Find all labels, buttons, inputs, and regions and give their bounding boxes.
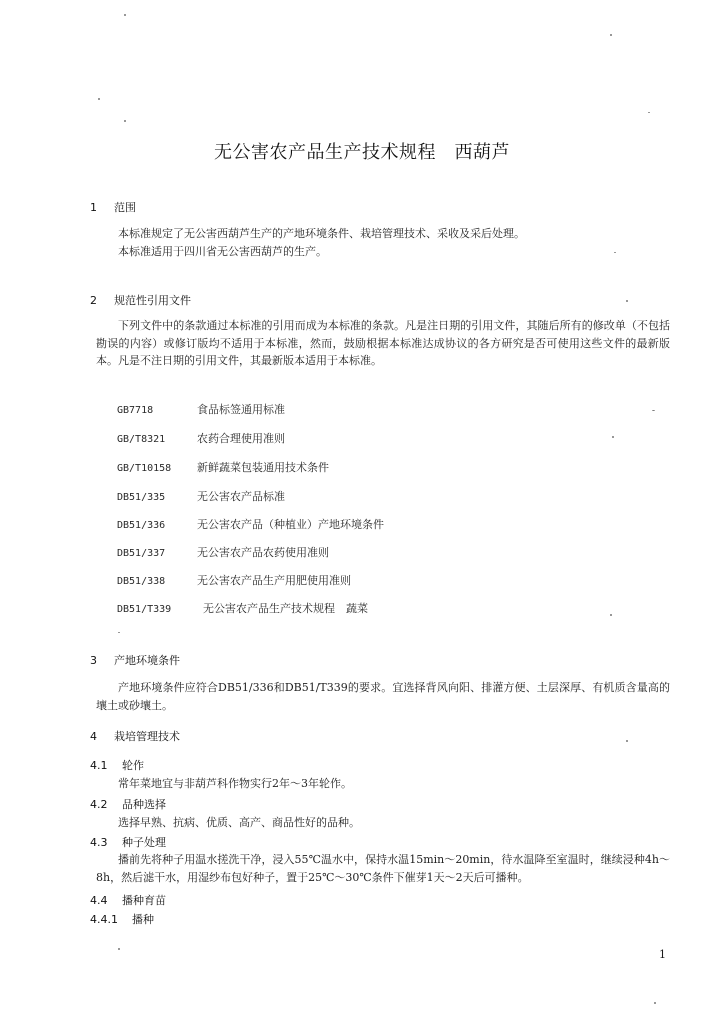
reference-name: 无公害农产品标准	[197, 490, 285, 503]
scan-speck	[626, 740, 628, 742]
section-1-paragraph-2: 本标准适用于四川省无公害西葫芦的生产。	[118, 245, 327, 258]
subsection-number: 4.4	[90, 894, 108, 907]
reference-code: DB51/338	[117, 576, 166, 587]
reference-name: 无公害农产品生产用肥使用准则	[197, 574, 351, 587]
reference-item	[117, 572, 351, 588]
reference-code: DB51/335	[117, 492, 166, 503]
subsection-4-3-text: 播前先将种子用温水搓洗干净，浸入55℃温水中，保持水温15min～20min，待水温降至室温时，继续浸种4h～8h，然后滤干水，用湿纱布包好种子，置于25℃～30℃条件下催芽1天～2天后可播种。	[96, 853, 670, 884]
reference-item	[117, 488, 285, 504]
reference-item	[117, 401, 285, 417]
section-3-paragraph: 产地环境条件应符合DB51/336和DB51/T339的要求。宜选择背风向阳、排灌方便、土层深厚、有机质含量高的壤土或砂壤土。	[96, 681, 670, 712]
subsection-4-2-heading	[90, 796, 166, 812]
scan-speck	[98, 98, 100, 100]
section-1-heading	[90, 199, 136, 215]
scan-speck	[626, 300, 628, 302]
reference-code: GB/T8321	[117, 434, 166, 445]
section-title: 规范性引用文件	[114, 294, 191, 307]
scan-speck	[654, 1002, 656, 1004]
subsection-title: 播种育苗	[122, 894, 166, 907]
scan-speck	[118, 948, 120, 950]
page-number: 1	[659, 948, 666, 961]
subsection-title: 播种	[132, 913, 154, 926]
section-number: 4	[90, 730, 97, 743]
reference-code: DB51/T339	[117, 604, 172, 615]
reference-name: 无公害农产品（种植业）产地环境条件	[197, 518, 384, 531]
reference-code: DB51/337	[117, 548, 166, 559]
section-2-paragraph: 下列文件中的条款通过本标准的引用而成为本标准的条款。凡是注日期的引用文件，其随后所有的修改单（不包括勘误的内容）或修订版均不适用于本标准，然而，鼓励根据本标准达成协议的各方研究是否可使用这些文件的最新版本。凡是不注日期的引用文件，其最新版本适用于本标准。	[96, 319, 670, 367]
reference-name: 食品标签通用标准	[197, 403, 285, 416]
reference-code: GB7718	[117, 405, 154, 416]
section-4-heading	[90, 728, 180, 744]
section-title: 栽培管理技术	[114, 730, 180, 743]
subsection-4-2-text: 选择早熟、抗病、优质、高产、商品性好的品种。	[118, 816, 360, 829]
scan-speck	[648, 112, 650, 113]
reference-name: 农药合理使用准则	[197, 432, 285, 445]
document-title: 无公害农产品生产技术规程 西葫芦	[214, 142, 510, 163]
subsection-4-1-heading	[90, 757, 144, 773]
reference-name: 无公害农产品生产技术规程 蔬菜	[203, 602, 368, 615]
reference-code: DB51/336	[117, 520, 166, 531]
scan-speck	[610, 34, 612, 36]
section-number: 3	[90, 654, 97, 667]
scan-speck	[614, 252, 616, 253]
section-3-heading	[90, 652, 180, 668]
scan-speck	[118, 632, 120, 633]
subsection-4-4-1-heading	[90, 911, 154, 927]
subsection-title: 轮作	[122, 759, 144, 772]
subsection-number: 4.2	[90, 798, 108, 811]
scan-speck	[652, 410, 655, 411]
scan-speck	[612, 436, 614, 438]
scan-speck	[124, 120, 126, 122]
reference-name: 无公害农产品农药使用准则	[197, 546, 329, 559]
subsection-4-3-heading	[90, 834, 166, 850]
reference-item	[117, 600, 368, 616]
section-number: 1	[90, 201, 97, 214]
section-number: 2	[90, 294, 97, 307]
reference-item	[117, 516, 384, 532]
section-1-paragraph-1: 本标准规定了无公害西葫芦生产的产地环境条件、栽培管理技术、采收及采后处理。	[118, 227, 525, 240]
reference-code: GB/T10158	[117, 463, 172, 474]
scan-speck	[124, 14, 126, 16]
subsection-number: 4.4.1	[90, 913, 118, 926]
subsection-number: 4.1	[90, 759, 108, 772]
subsection-4-4-heading	[90, 892, 166, 908]
subsection-title: 种子处理	[122, 836, 166, 849]
subsection-title: 品种选择	[122, 798, 166, 811]
reference-item	[117, 544, 329, 560]
reference-item	[117, 430, 285, 446]
section-2-heading	[90, 292, 191, 308]
section-title: 范围	[114, 201, 136, 214]
section-title: 产地环境条件	[114, 654, 180, 667]
reference-name: 新鲜蔬菜包装通用技术条件	[197, 461, 329, 474]
reference-item	[117, 459, 329, 475]
subsection-4-1-text: 常年菜地宜与非葫芦科作物实行2年～3年轮作。	[118, 777, 352, 790]
scan-speck	[610, 614, 612, 616]
subsection-number: 4.3	[90, 836, 108, 849]
